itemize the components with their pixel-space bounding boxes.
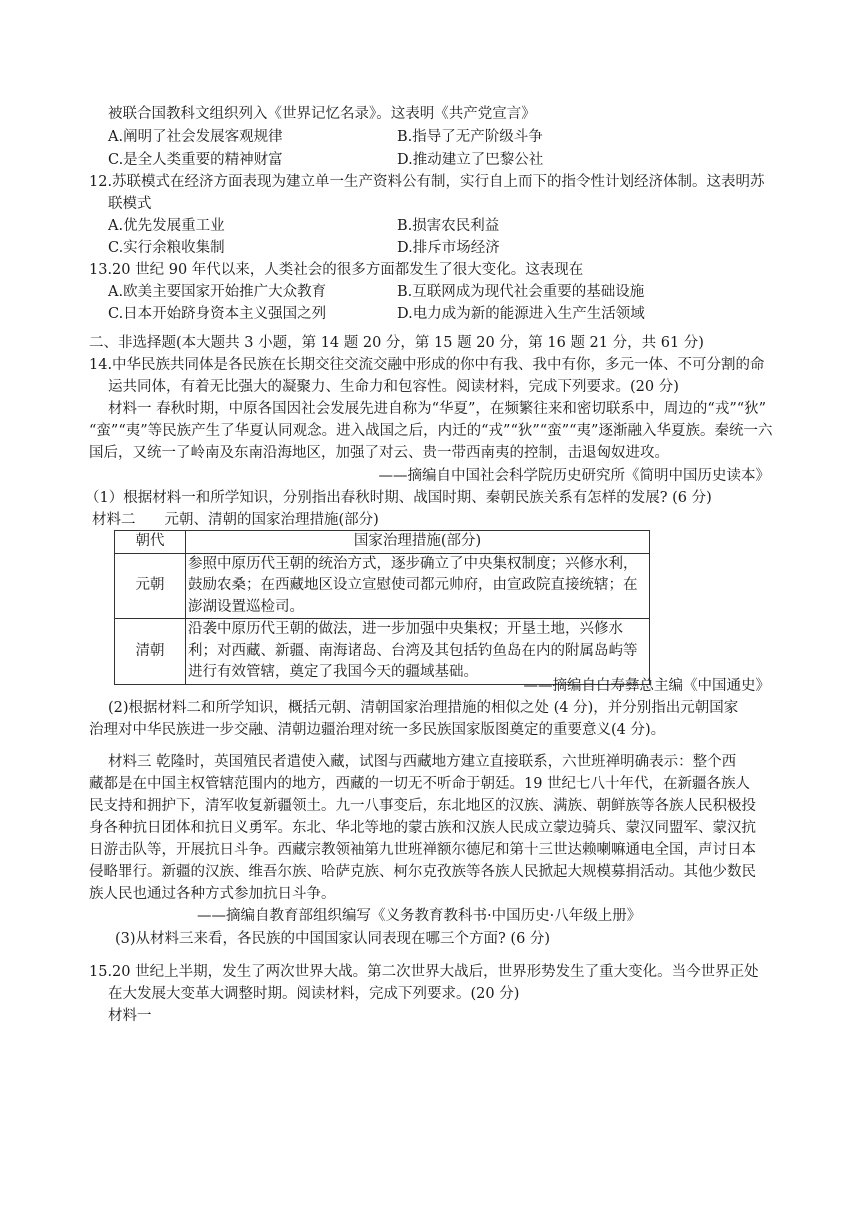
q12-option-a: A.优先发展重工业: [108, 218, 225, 234]
material-3-source: ——摘编自教育部组织编写《义务教育教科书·中国历史·八年级上册》: [197, 908, 642, 924]
q14-stem-line1: 14.中华民族共同体是各民族在长期交往交流交融中形成的你中有我、我中有你，多元一体、不可分割的命: [89, 357, 765, 373]
governance-table: [114, 530, 650, 685]
material-1-line3: 国后，又统一了岭南及东南沿海地区，加强了对云、贵一带西南夷的控制，击退匈奴进攻。: [89, 445, 669, 461]
q11-option-b: B.指导了无产阶级斗争: [397, 129, 543, 145]
q13-option-a: A.欧美主要国家开始推广大众教育: [108, 284, 327, 300]
q14-sub-question-1: （1）根据材料一和所学知识，分别指出春秋时期、战国时期、秦朝民族关系有怎样的发展? (6 分): [85, 490, 712, 506]
table-header-measures: 国家治理措施(部分): [186, 531, 650, 554]
material-3-line1: 材料三 乾隆时，英国殖民者遣使入藏，试图与西藏地方建立直接联系，六世班禅明确表示：整个西: [108, 754, 737, 770]
q11-option-c: C.是全人类重要的精神财富: [108, 152, 283, 168]
q13-option-c: C.日本开始跻身资本主义强国之列: [108, 306, 327, 322]
table-cell-dynasty: 元朝: [115, 553, 186, 619]
q13-stem: 13.20 世纪 90 年代以来，人类社会的很多方面都发生了很大变化。这表现在: [89, 262, 584, 278]
q11-option-a: A.阐明了社会发展客观规律: [108, 129, 283, 145]
q11-option-d: D.推动建立了巴黎公社: [397, 152, 544, 168]
material-2-title: 材料二 元朝、清朝的国家治理措施(部分): [92, 512, 379, 528]
material-2-source: ——摘编自白寿彝总主编《中国通史》: [523, 678, 770, 694]
material-1-line2: “蛮”“夷”等民族产生了华夏认同观念。进入战国之后，内迁的“戎”“狄”“蛮”“夷”逐渐融入华夏族。秦统一六: [89, 423, 773, 439]
q12-option-b: B.损害农民利益: [397, 218, 500, 234]
q13-option-b: B.互联网成为现代社会重要的基础设施: [397, 284, 645, 300]
q13-option-d: D.电力成为新的能源进入生产生活领域: [397, 306, 645, 322]
material-3-line7: 族人民也通过各种方式参加抗日斗争。: [89, 886, 336, 902]
table-header-row: [115, 531, 650, 554]
table-header-dynasty: 朝代: [115, 531, 186, 554]
q15-material-1-label: 材料一: [108, 1008, 152, 1024]
q12-option-d: D.排斥市场经济: [397, 240, 500, 256]
table-cell-measures: 沿袭中原历代王朝的做法，进一步加强中央集权；开垦土地，兴修水利；对西藏、新疆、南海诸岛、台湾及其包括钓鱼岛在内的附属岛屿等进行有效管辖，奠定了我国今天的疆域基础。: [186, 619, 650, 685]
q12-stem-line1: 12.苏联模式在经济方面表现为建立单一生产资料公有制，实行自上而下的指令性计划经济体制。这表明苏: [89, 174, 765, 190]
q14-sub-question-2-line1: (2)根据材料二和所学知识，概括元朝、清朝国家治理措施的相似之处 (4 分)，并分别指出元朝国家: [108, 700, 739, 716]
q11-stem: 被联合国教科文组织列入《世界记忆名录》。这表明《共产党宣言》: [108, 106, 536, 122]
q12-option-c: C.实行余粮收集制: [108, 240, 225, 256]
table-row: [115, 553, 650, 619]
q15-stem-line2: 在大发展大变革大调整时期。阅读材料，完成下列要求。(20 分): [108, 986, 520, 1002]
q15-stem-line1: 15.20 世纪上半期，发生了两次世界大战。第二次世界大战后，世界形势发生了重大变化。当今世界正处: [89, 964, 759, 980]
material-3-line5: 日游击队等，开展抗日斗争。西藏宗教领袖第九世班禅额尔德尼和第十三世达赖喇嘛通电全国，声讨日本: [89, 842, 756, 858]
q12-stem-line2: 联模式: [108, 196, 152, 212]
material-3-line6: 侵略罪行。新疆的汉族、维吾尔族、哈萨克族、柯尔克孜族等各族人民掀起大规模募捐活动。其他少数民: [89, 864, 756, 880]
q14-sub-question-2-line2: 治理对中华民族进一步交融、清朝边疆治理对统一多民族国家版图奠定的重要意义(4 分)。: [89, 722, 666, 738]
material-3-line3: 民支持和拥护下，清军收复新疆领土。九一八事变后，东北地区的汉族、满族、朝鲜族等各族人民积极投: [89, 798, 756, 814]
table-cell-dynasty: 清朝: [115, 619, 186, 685]
material-1-source: ——摘编自中国社会科学院历史研究所《简明中国历史读本》: [378, 468, 770, 484]
q14-stem-line2: 运共同体，有着无比强大的凝聚力、生命力和包容性。阅读材料，完成下列要求。(20 分): [108, 379, 679, 395]
material-3-line2: 藏都是在中国主权管辖范围内的地方，西藏的一切无不听命于朝廷。19 世纪七八十年代，在新疆各族人: [89, 776, 751, 792]
q14-sub-question-3: (3)从材料三来看，各民族的中国国家认同表现在哪三个方面? (6 分): [115, 931, 551, 947]
section-2-heading: 二、非选择题(本大题共 3 小题，第 14 题 20 分，第 15 题 20 分，第 16 题 21 分，共 61 分): [89, 335, 704, 351]
table-row: [115, 619, 650, 685]
table-cell-measures: 参照中原历代王朝的统治方式，逐步确立了中央集权制度；兴修水利，鼓励农桑；在西藏地区设立宣慰使司都元帅府，由宣政院直接统辖；在澎湖设置巡检司。: [186, 553, 650, 619]
material-3-line4: 身各种抗日团体和抗日义勇军。东北、华北等地的蒙古族和汉族人民成立蒙边骑兵、蒙汉同盟军、蒙汉抗: [89, 820, 756, 836]
material-1-line1: 材料一 春秋时期，中原各国因社会发展先进自称为“华夏”，在频繁往来和密切联系中，周边的“戎”“狄”: [108, 401, 767, 417]
